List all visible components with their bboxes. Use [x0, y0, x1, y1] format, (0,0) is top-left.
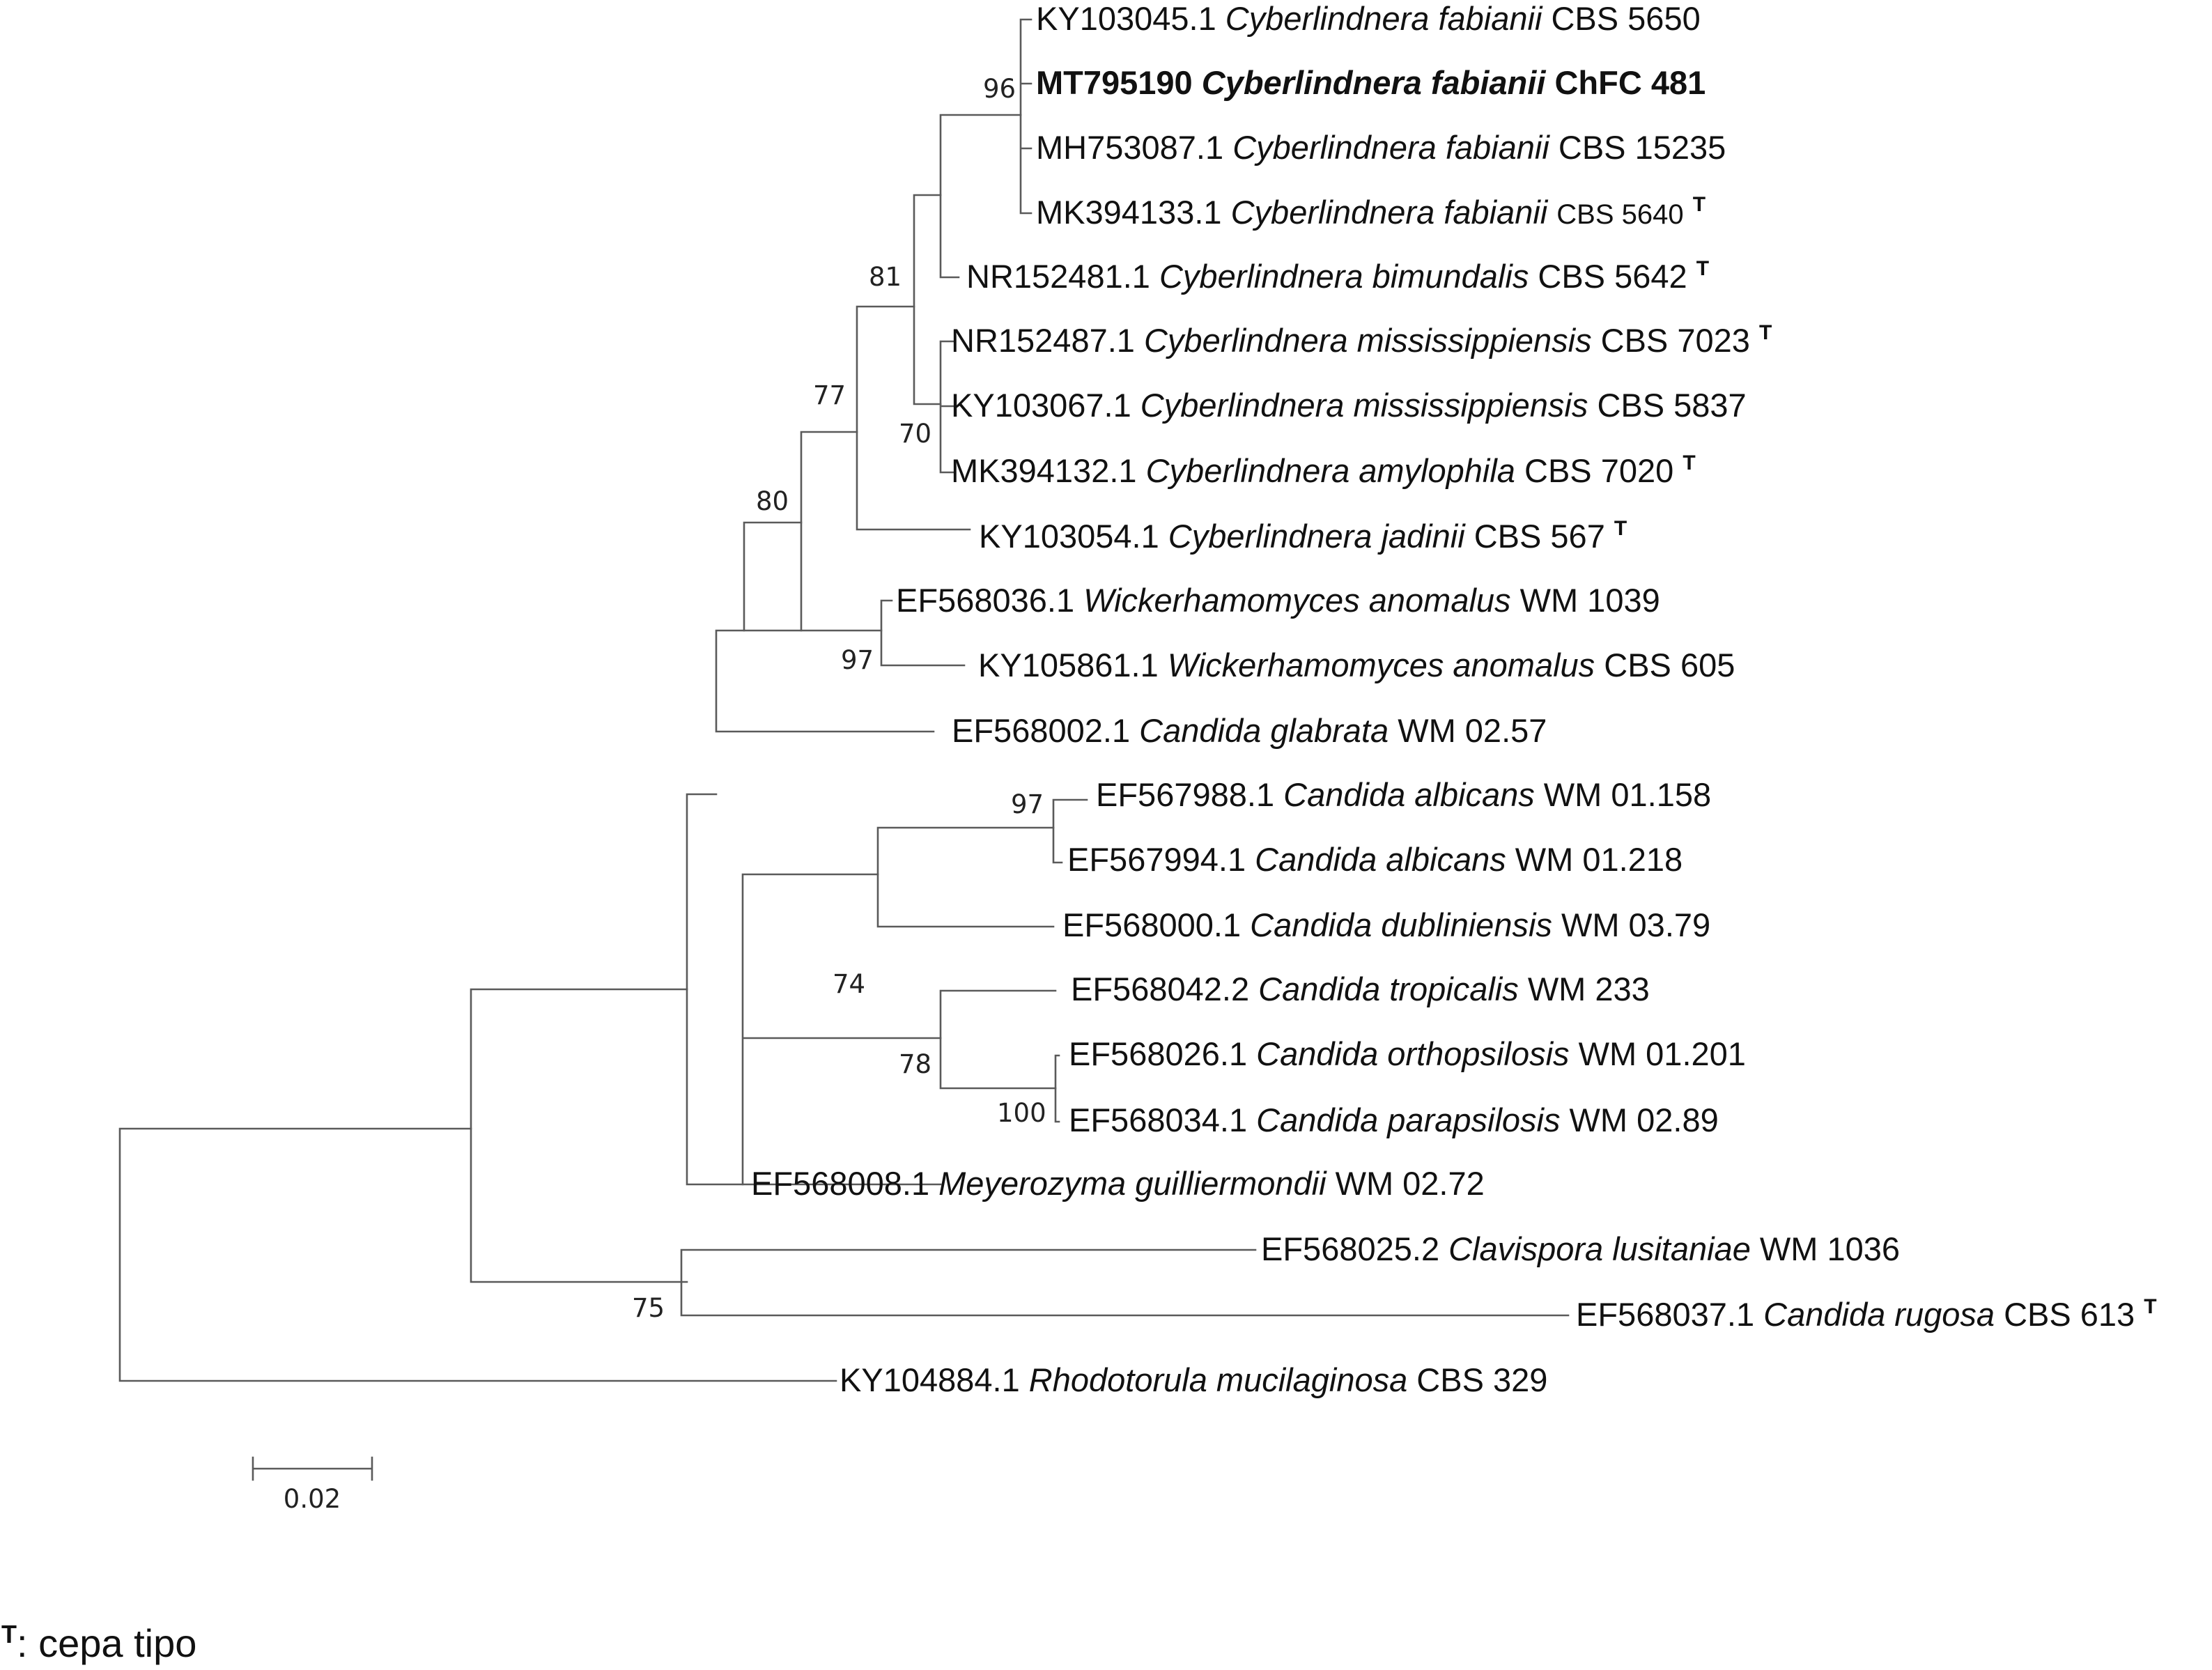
- taxon-label: EF568042.2 Candida tropicalis WM 233: [1071, 971, 1650, 1007]
- bootstrap-value: 96: [983, 74, 1016, 104]
- scale-bar: [253, 1458, 372, 1514]
- branch-cyberlindnera: [914, 195, 941, 404]
- bootstrap-value: 97: [841, 645, 874, 675]
- bootstrap-value: 100: [997, 1098, 1046, 1128]
- branch-node-77: [801, 432, 881, 631]
- branch-node-74: [743, 874, 941, 1184]
- type-strain-footnote: $^T$: cepa tipo: [1, 1620, 197, 1665]
- taxon-label: EF568002.1 Candida glabrata WM 02.57: [952, 712, 1547, 749]
- branch-node-78: [941, 991, 1055, 1088]
- bootstrap-value: 81: [869, 262, 902, 292]
- taxon-labels: [751, 0, 2157, 1398]
- taxon-label: KY103045.1 Cyberlindnera fabianii CBS 5650: [1036, 0, 1701, 37]
- bootstrap-value: 97: [1011, 789, 1044, 819]
- bootstrap-value: 70: [899, 419, 932, 449]
- taxon-label: EF568008.1 Meyerozyma guilliermondii WM 02.72: [751, 1165, 1485, 1202]
- taxon-label: EF567988.1 Candida albicans WM 01.158: [1096, 776, 1712, 813]
- taxon-label: EF567994.1 Candida albicans WM 01.218: [1067, 841, 1683, 878]
- scale-bar-label: 0.02: [283, 1484, 341, 1514]
- taxon-label: MH753087.1 Cyberlindnera fabianii CBS 15235: [1036, 129, 1726, 166]
- taxon-label: MK394133.1 Cyberlindnera fabianii CBS 5640 $^T$: [1036, 193, 1706, 231]
- taxon-label-highlighted: MT795190 Cyberlindnera fabianii ChFC 481: [1036, 64, 1706, 101]
- branch-main-ingroup: [687, 794, 743, 1184]
- taxon-label: EF568036.1 Wickerhamomyces anomalus WM 1039: [896, 582, 1660, 619]
- branch-upper: [716, 631, 934, 732]
- taxon-label: KY105861.1 Wickerhamomyces anomalus CBS 605: [978, 647, 1735, 683]
- branch-root: [120, 1129, 836, 1381]
- taxon-label: NR152481.1 Cyberlindnera bimundalis CBS 5642 $^T$: [966, 257, 1710, 295]
- taxon-label: EF568037.1 Candida rugosa CBS 613 $^T$: [1576, 1295, 2157, 1333]
- scale-bar-line: [253, 1458, 372, 1480]
- taxon-label: KY103054.1 Cyberlindnera jadinii CBS 567 $^T$: [979, 517, 1627, 555]
- bootstrap-value: 74: [833, 969, 866, 999]
- taxon-label: KY103067.1 Cyberlindnera mississippiensis CBS 5837: [951, 387, 1747, 424]
- taxon-label: MK394132.1 Cyberlindnera amylophila CBS 7020 $^T$: [951, 451, 1696, 489]
- taxon-label: EF568026.1 Candida orthopsilosis WM 01.201: [1069, 1035, 1746, 1072]
- bootstrap-value: 75: [632, 1293, 665, 1323]
- branch-ingroup: [471, 989, 687, 1282]
- branch-node-96: [941, 115, 1021, 277]
- branch-fabianii: [1021, 20, 1031, 213]
- taxon-label: EF568034.1 Candida parapsilosis WM 02.89: [1069, 1101, 1719, 1138]
- branch-node-80: [744, 523, 801, 631]
- taxon-label: EF568025.2 Clavispora lusitaniae WM 1036: [1261, 1230, 1901, 1267]
- taxon-label: NR152487.1 Cyberlindnera mississippiensis CBS 7023 $^T$: [951, 321, 1772, 359]
- taxon-label: EF568000.1 Candida dubliniensis WM 03.79: [1062, 906, 1711, 943]
- taxon-label: KY104884.1 Rhodotorula mucilaginosa CBS 329: [840, 1361, 1548, 1398]
- bootstrap-value: 77: [813, 380, 846, 410]
- branch-node-100: [1055, 1056, 1059, 1122]
- branch-albicans-dubliniensis: [878, 828, 1053, 927]
- bootstrap-value: 80: [756, 486, 789, 516]
- bootstrap-value: 78: [899, 1049, 932, 1079]
